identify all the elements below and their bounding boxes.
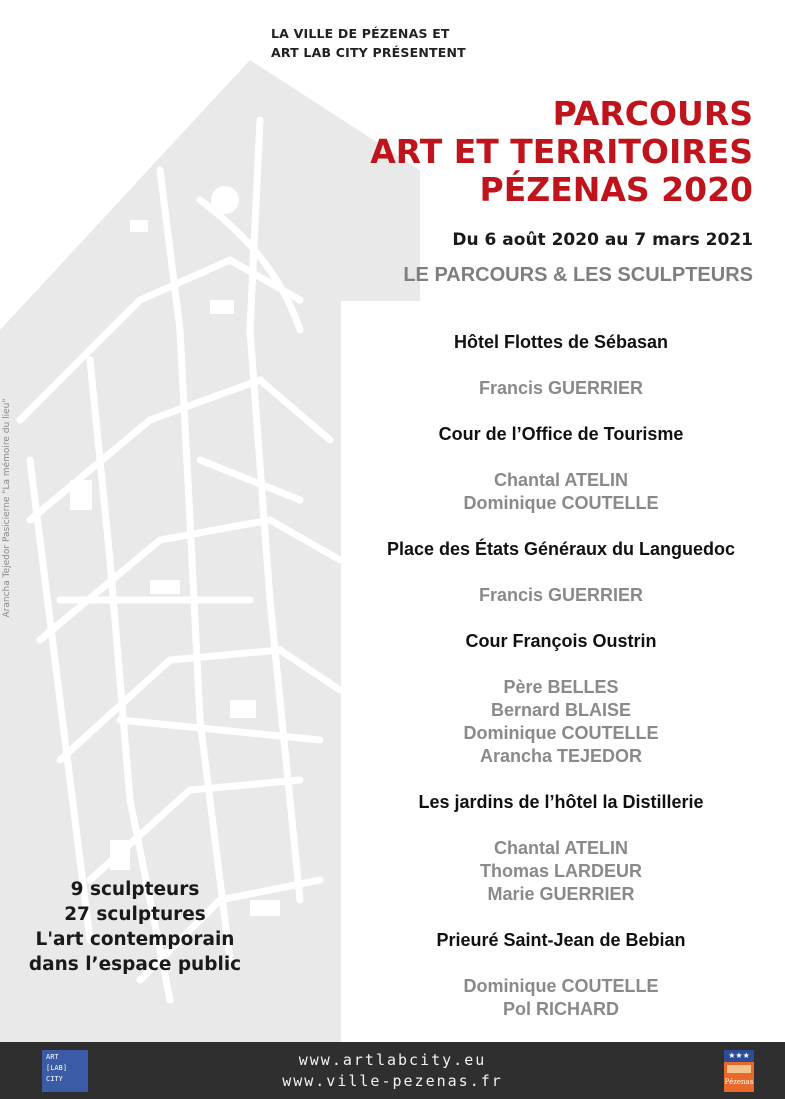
artist-name: Chantal ATELIN xyxy=(494,470,628,490)
emblem-city: Pézenas xyxy=(724,1078,754,1086)
presenters-line-2: ART LAB CITY PRÉSENTENT xyxy=(271,45,466,60)
artist-name: Arancha TEJEDOR xyxy=(479,746,643,766)
emblem-mark-icon xyxy=(727,1065,751,1073)
title-line-2: ART ET TERRITOIRES xyxy=(370,132,753,171)
venue-name: Cour de l’Office de Tourisme xyxy=(438,424,684,444)
venue-name: Prieuré Saint-Jean de Bebian xyxy=(436,930,686,950)
artist-name: Dominique COUTELLE xyxy=(463,493,659,513)
venue-list xyxy=(341,331,781,1021)
artist-name: Thomas LARDEUR xyxy=(479,861,642,881)
stars-icon: ★★★ xyxy=(724,1050,754,1062)
artist-name: Pol RICHARD xyxy=(503,999,619,1019)
section-subtitle: LE PARCOURS & LES SCULPTEURS xyxy=(403,264,753,286)
stats-line: 27 sculptures xyxy=(64,904,206,925)
artist-name: Francis GUERRIER xyxy=(478,378,644,398)
venue-name: Cour François Oustrin xyxy=(465,631,657,651)
link-ville-pezenas[interactable]: www.ville-pezenas.fr xyxy=(282,1072,503,1090)
venue-name: Hôtel Flottes de Sébasan xyxy=(453,332,669,352)
logo-text: [LAB] xyxy=(46,1064,68,1072)
artist-name: Marie GUERRIER xyxy=(487,884,635,904)
artist-name: Dominique COUTELLE xyxy=(463,976,659,996)
stats-line: 9 sculpteurs xyxy=(70,879,200,900)
link-artlabcity[interactable]: www.artlabcity.eu xyxy=(298,1051,487,1069)
logo-text: ART xyxy=(46,1053,59,1061)
logo-text: CITY xyxy=(46,1075,63,1083)
stats-line: L'art contemporain xyxy=(35,929,235,950)
artist-name: Bernard BLAISE xyxy=(490,700,632,720)
presenters xyxy=(271,24,466,62)
artist-name: Père BELLES xyxy=(503,677,619,697)
artwork-credit: Arancha Tejedor Pasicierne "La mémoire du lieu" xyxy=(2,398,12,618)
venue-name: Place des États Généraux du Languedoc xyxy=(386,539,736,559)
artist-name: Dominique COUTELLE xyxy=(463,723,659,743)
footer-bar xyxy=(0,1042,785,1099)
venue-name: Les jardins de l’hôtel la Distillerie xyxy=(418,792,704,812)
event-title xyxy=(370,95,753,209)
footer-links xyxy=(0,1050,785,1092)
artist-name: Francis GUERRIER xyxy=(478,585,644,605)
title-line-3: PÉZENAS 2020 xyxy=(479,170,753,209)
stats-line: dans l’espace public xyxy=(28,954,242,975)
title-line-1: PARCOURS xyxy=(552,94,753,133)
event-dates: Du 6 août 2020 au 7 mars 2021 xyxy=(452,230,753,250)
artist-name: Chantal ATELIN xyxy=(494,838,628,858)
presenters-line-1: LA VILLE DE PÉZENAS ET xyxy=(271,26,450,41)
pezenas-emblem-logo xyxy=(724,1050,754,1092)
event-stats xyxy=(10,877,260,977)
